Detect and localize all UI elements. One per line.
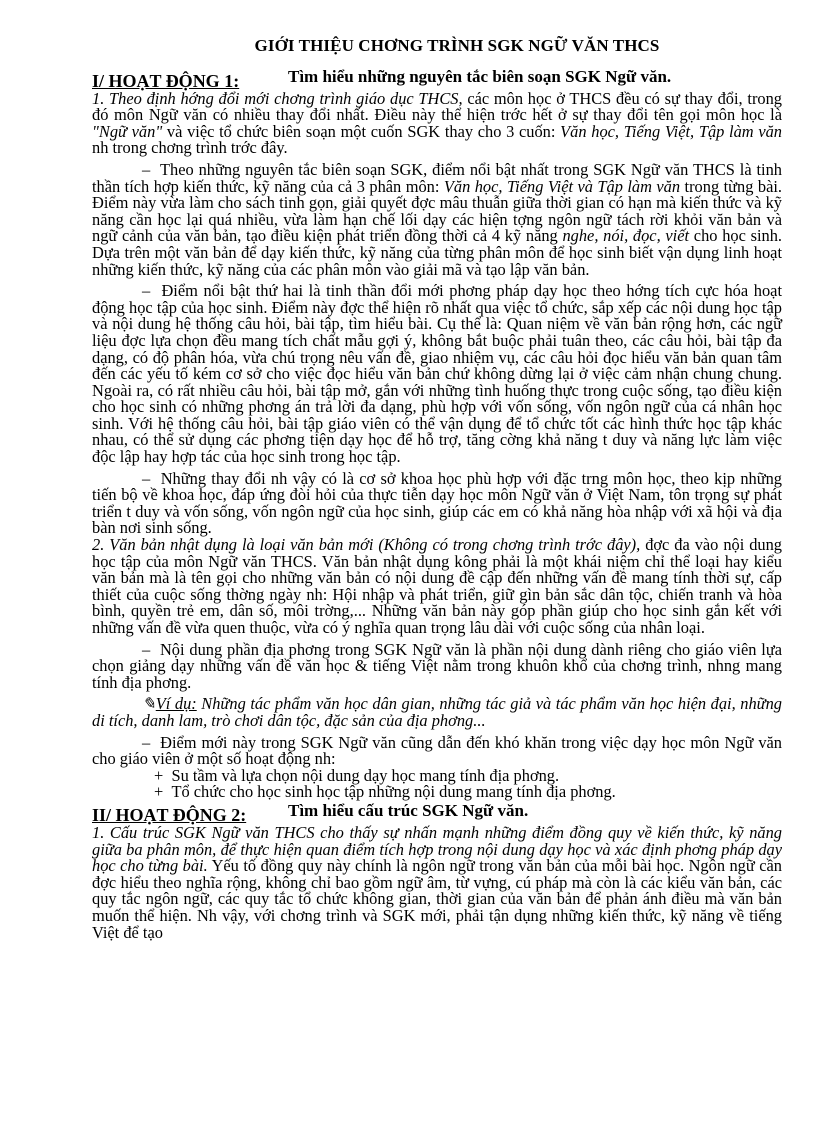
example-note [92,696,782,729]
example-text: Những tác phẩm văn học dân gian, những tác giả và tác phẩm văn học hiện đại, những di tích, danh lam, trò chơi dân tộc, đặc sản của địa phơng... [92,694,782,730]
section-1-paragraph-1: 1. Theo định hớng đổi mới chơng trình giáo dục THCS, các môn học ở THCS đều có sự thay đổi, trong đó môn Ngữ văn có nhiều thay đổi nhất. Điều này thể hiện trớc hết ở sự thay đổi tên gọi môn học là "Ngữ văn" và việc tổ chức biên soạn một cuốn SGK thay cho 3 cuốn: Văn học, Tiếng Việt, Tập làm văn nh trong chơng trình trớc đây. [92,88,782,158]
para-lead-italic: 1. Theo định hớng đổi mới chơng trình giáo dục THCS, [92,88,463,108]
pointer-icon: ✎ [142,694,156,714]
section-1-paragraph-7: – Điểm mới này trong SGK Ngữ văn cũng dẫn đến khó khăn trong việc dạy học môn Ngữ văn cho giáo viên ở một số hoạt động nh: [92,735,782,768]
section-1-paragraph-6: – Nội dung phần địa phơng trong SGK Ngữ văn là phần nội dung dành riêng cho giáo viên lựa chọn giảng dạy những vấn đề văn học & tiếng Việt nằm trong khuôn khổ của chơng trình, nhng mang tính địa phơng. [92,642,782,692]
list-item: + Su tầm và lựa chọn nội dung dạy học mang tính địa phơng. [154,765,560,785]
section-1-number: I/ HOẠT ĐỘNG 1: [92,70,240,91]
section-2-number: II/ HOẠT ĐỘNG 2: [92,804,247,825]
section-1-paragraph-5: 2. Văn bản nhật dụng là loại văn bản mới (Không có trong chơng trình trớc đây), đợc đa vào nội dung học tập của môn Ngữ văn THCS. Văn bản nhật dụng kông phải là một khái niệm chỉ thể loại hay kiểu văn bản mà là tên gọi cho những văn bản có nội dung đề cập đến những vấn đề mang tính thời sự, cấp thiết của cuộc sống thờng ngày nh: Hội nhập và phát triển, giữ gìn bản sắc dân tộc, chiến tranh và hòa bình, quyền trẻ em, dân số, môi trờng,... Những văn bản này góp phần giúp cho học sinh gắn kết với những vấn đề vừa quen thuộc, vừa có ý nghĩa quan trọng lâu dài với cuộc sống của nhân loại. [92,535,782,637]
section-1-paragraph-4: – Những thay đổi nh vậy có là cơ sở khoa học phù hợp với đặc trng môn học, theo kịp những tiến bộ về khoa học, đáp ứng đòi hỏi của thực tiễn dạy học môn Ngữ văn ở Việt Nam, tôn trọng sự phát triển t duy và vốn sống, vốn ngôn ngữ của học sinh, giúp các em có khả năng hòa nhập với xã hội và địa bàn nơi sinh sống. [92,471,782,537]
document-page [92,38,782,941]
section-1-paragraph-3: – Điểm nổi bật thứ hai là tinh thần đổi mới phơng pháp dạy học theo hớng tích cực hóa hoạt động học tập của học sinh. Điểm này đợc thể hiện rõ nhất qua việc tổ chức, sắp xếp các nội dung học tập và nội dung hệ thống câu hỏi, bài tập, tìm hiểu bài. Cụ thể là: Quan niệm về văn bản rộng hơn, các ngữ liệu đợc lựa chọn đều mang tích chất mẫu gợi ý, không bắt buộc phải tuân theo, các câu hỏi, bài tập đa dạng, có độ phân hóa, vừa chú trọng nêu vấn đề, giao nhiệm vụ, các câu hỏi đọc hiểu văn bản quan tâm đến các yếu tố kém cơ sở cho việc đọc hiểu văn bản chứ không dừng lại ở việc cảm nhận chung chung. Ngoài ra, có rất nhiều câu hỏi, bài tập mở, gắn với những tình huống thực trong cuộc sống, tạo điều kiện cho học sinh có những phơng án trả lời đa dạng, phù hợp với vốn sống, vốn ngôn ngữ của cá nhân học sinh. Với hệ thống câu hỏi, bài tập giáo viên có thể vận dụng để tổ chức tốt các hình thức học tập khác nhau, có thể sử dụng các phơng tiện dạy học để hỗ trợ, tăng cờng khả năng t duy và năng lực làm việc độc lập hay hợp tác của học sinh trong học tập. [92,283,782,466]
section-1-heading [92,66,782,91]
list-item: + Tổ chức cho học sinh học tập những nội dung mang tính địa phơng. [154,782,616,802]
section-2-subtitle: Tìm hiểu cấu trúc SGK Ngữ văn. [288,800,529,820]
section-2-heading [92,800,782,825]
section-1-paragraph-2: – Theo những nguyên tắc biên soạn SGK, điểm nổi bật nhất trong SGK Ngữ văn THCS là tinh thần tích hợp kiến thức, kỹ năng của cả 3 phân môn: Văn học, Tiếng Việt và Tập làm văn trong từng bài. Điểm này vừa làm cho sách tinh gọn, giải quyết đợc mâu thuẫn giữa thời gian có hạn mà kiến thức và kỹ năng cần học lại quá nhiều, vừa làm hạn chế lối dạy các hiện tợng ngôn ngữ tách rời khỏi văn bản và ngữ cảnh của văn bản, tạo điều kiện phát triển đồng thời cả 4 kỹ năng nghe, nói, đọc, viết cho học sinh. Dựa trên một văn bản để dạy kiến thức, kỹ năng của từng phân môn để học sinh biết vận dụng linh hoạt những kiến thức, kỹ năng của các phân môn vào giải mã và tạo lập văn bản. [92,162,782,278]
section-1-subtitle: Tìm hiểu những nguyên tắc biên soạn SGK Ngữ văn. [288,66,672,86]
section-2-paragraph-1: 1. Cấu trúc SGK Ngữ văn THCS cho thấy sự nhấn mạnh những điểm đồng quy về kiến thức, kỹ năng giữa ba phân môn, để thực hiện quan điểm tích hợp trong nội dung dạy học và xác định phơng pháp dạy học cho từng bài. Yếu tố đồng quy này chính là ngôn ngữ trong văn bản của mỗi bài học. Ngôn ngữ cần đợc hiểu theo nghĩa rộng, không chỉ bao gồm ngữ âm, từ vựng, cú pháp mà còn là các kiểu văn bản, các quy tắc ngôn ngữ, các quy tắc tổ chức không gian, thời gian của văn bản để phản ánh điều mà văn bản muốn thể hiện. Nh vậy, với chơng trình và SGK mới, phải tận dụng những kiến thức, kỹ năng về tiếng Việt để tạo [92,822,782,942]
document-title: GIỚI THIỆU CHƠNG TRÌNH SGK NGỮ VĂN THCS [254,36,660,55]
example-label: Ví dụ: [155,694,197,714]
